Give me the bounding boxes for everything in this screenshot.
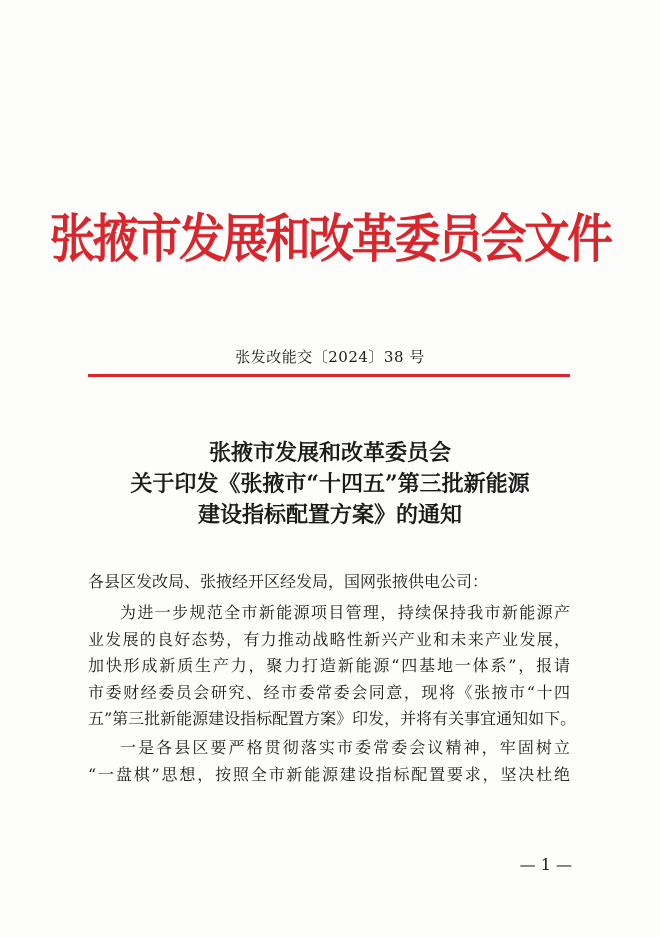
agency-header-title: 张掖市发展和改革委员会文件 xyxy=(49,210,611,270)
paragraph-line: 一是各县区要严格贯彻落实市委常委会议精神，牢固树立 xyxy=(120,738,570,757)
page-number: — 1 — xyxy=(519,855,572,874)
paragraph-line: 业发展的良好态势，有力推动战略性新兴产业和未来产业发展， xyxy=(88,629,570,649)
paragraph-line: 五”第三批新能源建设指标配置方案》印发，并将有关事宜通知如下。 xyxy=(88,709,577,728)
notice-title-line: 张掖市发展和改革委员会 xyxy=(208,440,451,466)
paragraph-line: “一盘棋”思想，按照全市新能源建设指标配置要求，坚决杜绝 xyxy=(88,764,570,784)
notice-title xyxy=(0,438,660,531)
red-divider-line xyxy=(88,374,570,377)
notice-title-line: 关于印发《张掖市“十四五”第三批新能源 xyxy=(130,471,530,497)
document-number: 张发改能交〔2024〕38 号 xyxy=(235,348,425,366)
body-paragraph-2 xyxy=(88,735,570,788)
body-paragraph-1 xyxy=(88,600,577,733)
paragraph-line: 加快形成新质生产力，聚力打造新能源“四基地一体系”，报请 xyxy=(88,656,570,675)
paragraph-line: 为进一步规范全市新能源项目管理，持续保持我市新能源产 xyxy=(120,603,570,622)
notice-title-line: 建设指标配置方案》的通知 xyxy=(197,502,462,528)
paragraph-line: 市委财经委员会研究、经市委常委会同意，现将《张掖市“十四 xyxy=(88,682,570,702)
recipients-line: 各县区发改局、张掖经开区经发局，国网张掖供电公司： xyxy=(88,572,489,591)
